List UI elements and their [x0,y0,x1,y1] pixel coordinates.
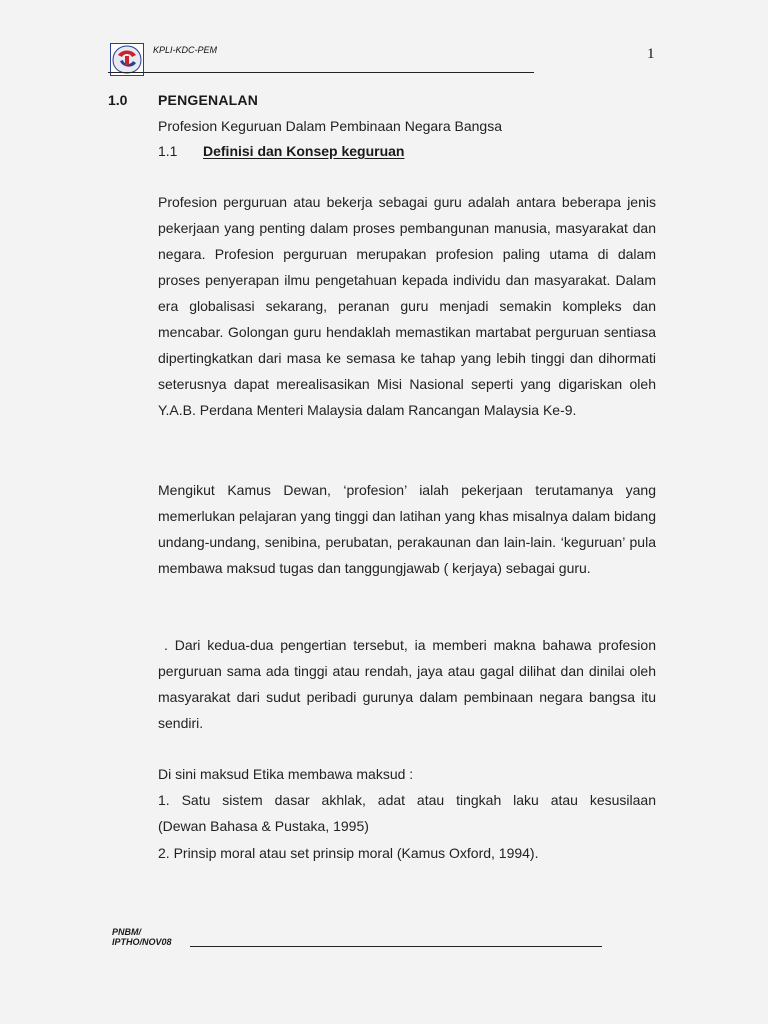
etika-item-1-citation: (Dewan Bahasa & Pustaka, 1995) [158,818,369,834]
footer-rule [190,946,602,947]
section-number: 1.0 [108,92,128,108]
paragraph-pengertian: . Dari kedua-dua pengertian tersebut, ia memberi makna bahawa profesion perguruan sama ada tinggi atau rendah, jaya atau gagal dilihat dan dinilai oleh masyarakat dari sudut peribadi gurunya dalam pembinaan negara bangsa itu sendiri. [158,637,656,731]
subsection-number: 1.1 [158,143,178,159]
footer-code-line-2: IPTHO/NOV08 [112,937,172,947]
etika-intro: Di sini maksud Etika membawa maksud : [158,766,414,782]
footer-code-line-1: PNBM/ [112,927,141,937]
paragraph-kamus-dewan: Mengikut Kamus Dewan, ‘profesion’ ialah pekerjaan terutamanya yang memerlukan pelajaran yang tinggi dan latihan yang khas misalnya dalam bidang undang-undang, senibina, perubatan, perakaunan dan lain-lain. ‘keguruan’ pula membawa maksud tugas dan tanggungjawab ( kerjaya) sebagai guru. [158,482,656,576]
section-subtitle: Profesion Keguruan Dalam Pembinaan Negara Bangsa [158,118,502,134]
subsection-title: Definisi dan Konsep keguruan [203,143,405,159]
etika-item-2: 2. Prinsip moral atau set prinsip moral (Kamus Oxford, 1994). [158,845,539,861]
header-document-code: KPLI-KDC-PEM [153,45,218,55]
etika-item-1: 1. Satu sistem dasar akhlak, adat atau tingkah laku atau kesusilaan [158,792,656,808]
page-number: 1 [647,46,655,62]
paragraph-profesion-perguruan: Profesion perguruan atau bekerja sebagai guru adalah antara beberapa jenis pekerjaan yang penting dalam proses pembangunan manusia, masyarakat dan negara. Profesion perguruan merupakan profesion paling utama di dalam proses penyerapan ilmu pengetahuan kepada individu dan masyarakat. Dalam era globalisasi sekarang, peranan guru menjadi semakin kompleks dan mencabar. Golongan guru hendaklah memastikan martabat perguruan sentiasa dipertingkatkan dari masa ke semasa ke tahap yang lebih tinggi dan dihormati seterusnya dapat merealisasikan Misi Nasional seperti yang digariskan oleh Y.A.B. Perdana Menteri Malaysia dalam Rancangan Malaysia Ke-9. [158,194,656,418]
header-rule [108,72,534,73]
section-title: PENGENALAN [158,92,259,108]
